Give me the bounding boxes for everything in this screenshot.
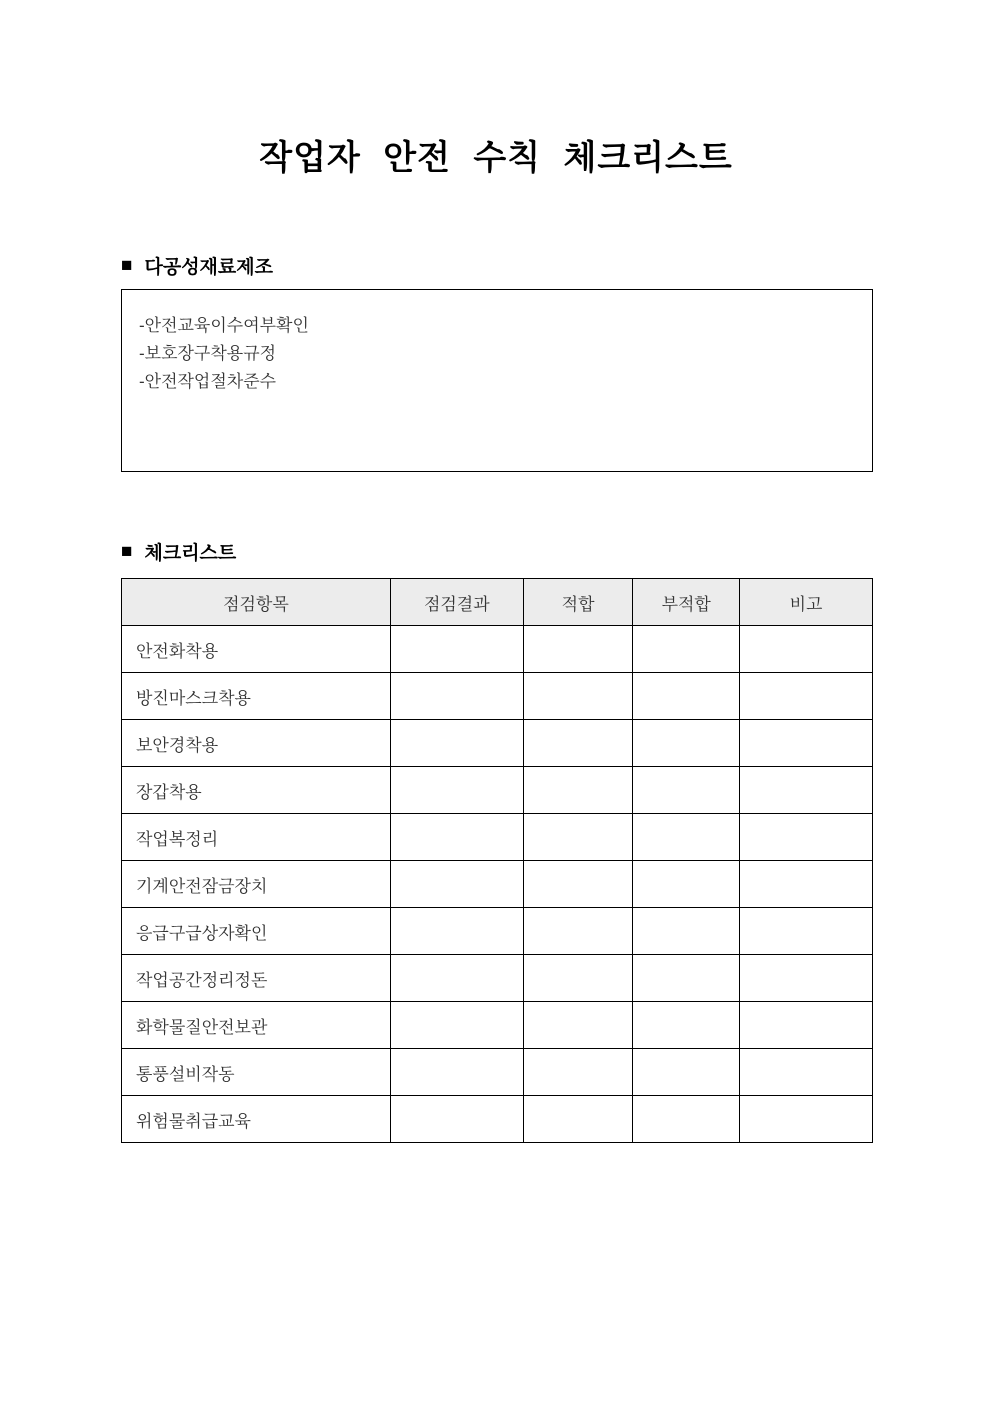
result-cell bbox=[390, 908, 523, 955]
item-label: 보안경착용 bbox=[122, 720, 391, 767]
result-cell bbox=[390, 1002, 523, 1049]
table-row bbox=[122, 767, 873, 814]
safety-notes-box bbox=[121, 289, 873, 472]
section-bullet-icon: ■ bbox=[121, 255, 133, 276]
page-title: 작업자 안전 수칙 체크리스트 bbox=[259, 139, 733, 177]
fail-cell bbox=[633, 814, 740, 861]
item-label: 작업공간정리정돈 bbox=[122, 955, 391, 1002]
result-cell bbox=[390, 814, 523, 861]
pass-cell bbox=[523, 955, 633, 1002]
checklist-table-header bbox=[122, 579, 873, 626]
table-row bbox=[122, 908, 873, 955]
fail-cell bbox=[633, 1049, 740, 1096]
column-header-item: 점검항목 bbox=[122, 579, 391, 626]
result-cell bbox=[390, 1096, 523, 1143]
item-label: 통풍설비작동 bbox=[122, 1049, 391, 1096]
section-bullet-icon: ■ bbox=[121, 541, 133, 562]
section-heading-materials bbox=[121, 252, 273, 279]
fail-cell bbox=[633, 720, 740, 767]
fail-cell bbox=[633, 626, 740, 673]
item-label: 장갑착용 bbox=[122, 767, 391, 814]
note-cell bbox=[740, 767, 873, 814]
item-label: 방진마스크착용 bbox=[122, 673, 391, 720]
column-header-note: 비고 bbox=[740, 579, 873, 626]
result-cell bbox=[390, 720, 523, 767]
note-line: -안전교육이수여부확인 bbox=[139, 316, 309, 335]
note-cell bbox=[740, 814, 873, 861]
note-line: -안전작업절차준수 bbox=[139, 372, 277, 391]
table-row bbox=[122, 720, 873, 767]
fail-cell bbox=[633, 673, 740, 720]
fail-cell bbox=[633, 1002, 740, 1049]
note-cell bbox=[740, 1096, 873, 1143]
note-cell bbox=[740, 861, 873, 908]
note-cell bbox=[740, 1002, 873, 1049]
fail-cell bbox=[633, 1096, 740, 1143]
pass-cell bbox=[523, 720, 633, 767]
item-label: 작업복정리 bbox=[122, 814, 391, 861]
fail-cell bbox=[633, 767, 740, 814]
result-cell bbox=[390, 626, 523, 673]
result-cell bbox=[390, 673, 523, 720]
column-header-result: 점검결과 bbox=[390, 579, 523, 626]
result-cell bbox=[390, 861, 523, 908]
note-cell bbox=[740, 955, 873, 1002]
section-heading-checklist bbox=[121, 538, 236, 565]
pass-cell bbox=[523, 1096, 633, 1143]
checklist-table-body bbox=[122, 626, 873, 1143]
fail-cell bbox=[633, 908, 740, 955]
table-row bbox=[122, 861, 873, 908]
item-label: 기계안전잠금장치 bbox=[122, 861, 391, 908]
table-row bbox=[122, 1049, 873, 1096]
column-header-pass: 적합 bbox=[523, 579, 633, 626]
table-row bbox=[122, 955, 873, 1002]
fail-cell bbox=[633, 861, 740, 908]
checklist-table bbox=[121, 578, 873, 1143]
result-cell bbox=[390, 955, 523, 1002]
pass-cell bbox=[523, 1002, 633, 1049]
pass-cell bbox=[523, 767, 633, 814]
pass-cell bbox=[523, 1049, 633, 1096]
item-label: 응급구급상자확인 bbox=[122, 908, 391, 955]
pass-cell bbox=[523, 861, 633, 908]
pass-cell bbox=[523, 673, 633, 720]
pass-cell bbox=[523, 908, 633, 955]
item-label: 위험물취급교육 bbox=[122, 1096, 391, 1143]
table-row bbox=[122, 673, 873, 720]
table-row bbox=[122, 1096, 873, 1143]
result-cell bbox=[390, 1049, 523, 1096]
section-heading-label: 다공성재료제조 bbox=[144, 257, 273, 278]
note-cell bbox=[740, 908, 873, 955]
table-row bbox=[122, 814, 873, 861]
item-label: 안전화착용 bbox=[122, 626, 391, 673]
note-line: -보호장구착용규정 bbox=[139, 344, 277, 363]
column-header-fail: 부적합 bbox=[633, 579, 740, 626]
note-cell bbox=[740, 720, 873, 767]
table-row bbox=[122, 626, 873, 673]
note-cell bbox=[740, 626, 873, 673]
fail-cell bbox=[633, 955, 740, 1002]
table-row bbox=[122, 1002, 873, 1049]
pass-cell bbox=[523, 814, 633, 861]
item-label: 화학물질안전보관 bbox=[122, 1002, 391, 1049]
section-heading-label: 체크리스트 bbox=[144, 543, 237, 564]
note-cell bbox=[740, 1049, 873, 1096]
result-cell bbox=[390, 767, 523, 814]
pass-cell bbox=[523, 626, 633, 673]
header-row bbox=[122, 579, 873, 626]
note-cell bbox=[740, 673, 873, 720]
